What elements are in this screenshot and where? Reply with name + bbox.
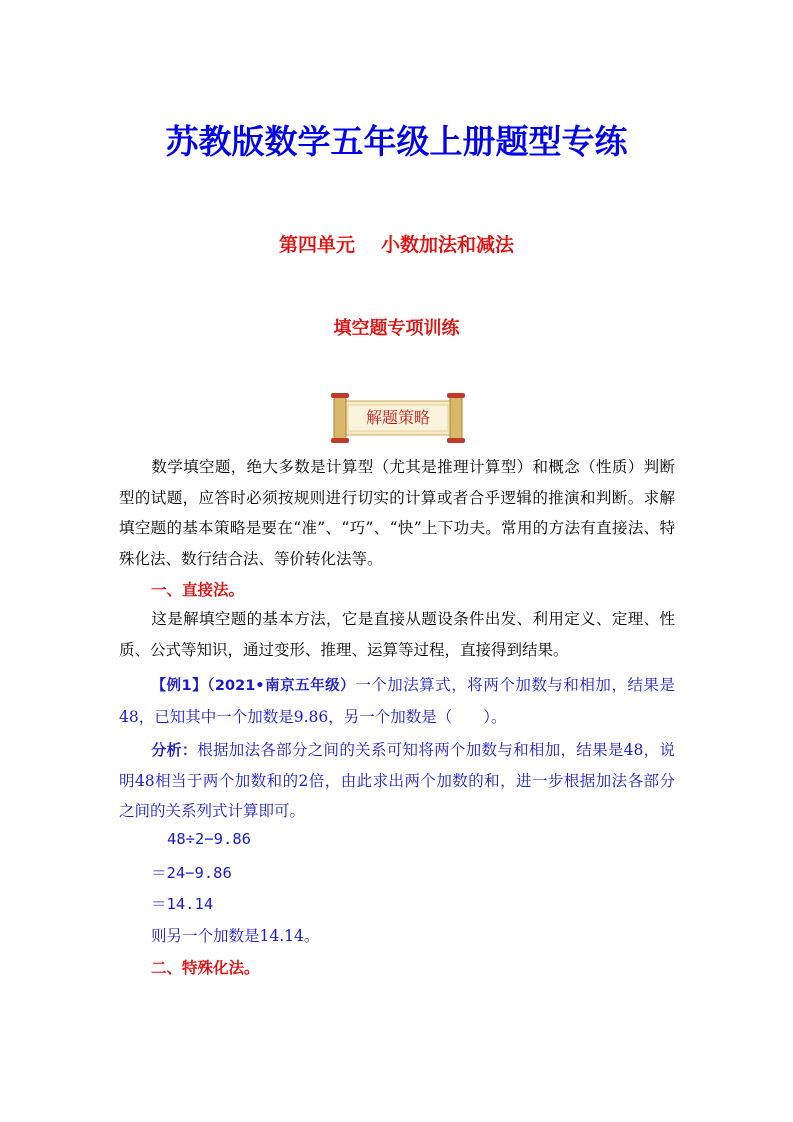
example1-tag: 【例1】（2021•南京五年级）	[151, 678, 356, 694]
section-subtitle: 填空题专项训练	[333, 318, 460, 339]
example1-question-text: 一个加法算式，将两个加数与和相加，结果是48，已知其中一个加数是9.86，另一个加数是（ ）。	[119, 676, 675, 726]
analysis-text: 根据加法各部分之间的关系可知将两个加数与和相加，结果是48，说明48相当于两个加数和的2倍，由此求出两个加数的和，进一步根据加法各部分之间的关系列式计算即可。	[119, 741, 675, 820]
analysis-label: 分析：	[151, 741, 198, 759]
document-title: 苏教版数学五年级上册题型专练	[165, 122, 628, 161]
scroll-banner-label: 解题策略	[365, 408, 430, 427]
section2-heading: 二、特殊化法。	[151, 959, 260, 977]
calc-step-2: ＝24−9.86	[151, 864, 232, 882]
calc-step-3: ＝14.14	[151, 895, 214, 913]
calc-step-1: 48÷2−9.86	[167, 830, 251, 848]
section1-heading: 一、直接法。	[151, 581, 245, 599]
intro-text: 数学填空题，绝大多数是计算型（尤其是推理计算型）和概念（性质）判断型的试题，应答时必须按规则进行切实的计算或者合乎逻辑的推演和判断。求解填空题的基本策略是要在“准”、“巧”、“快”上下功夫。常用的方法有直接法、特殊化法、数行结合法、等价转化法等。	[119, 458, 675, 568]
example1-analysis	[119, 735, 675, 827]
scroll-banner	[328, 392, 468, 444]
intro-paragraph	[119, 452, 675, 574]
unit-topic: 小数加法和减法	[381, 234, 515, 256]
section1-text: 这是解填空题的基本方法，它是直接从题设条件出发、利用定义、定理、性质、公式等知识，通过变形、推理、运算等过程，直接得到结果。	[119, 610, 675, 659]
section1-paragraph	[119, 604, 675, 665]
example1-conclusion: 则另一个加数是14.14。	[151, 927, 320, 945]
example1-question	[119, 670, 675, 732]
unit-heading	[0, 230, 793, 257]
unit-number: 第四单元	[278, 234, 355, 256]
